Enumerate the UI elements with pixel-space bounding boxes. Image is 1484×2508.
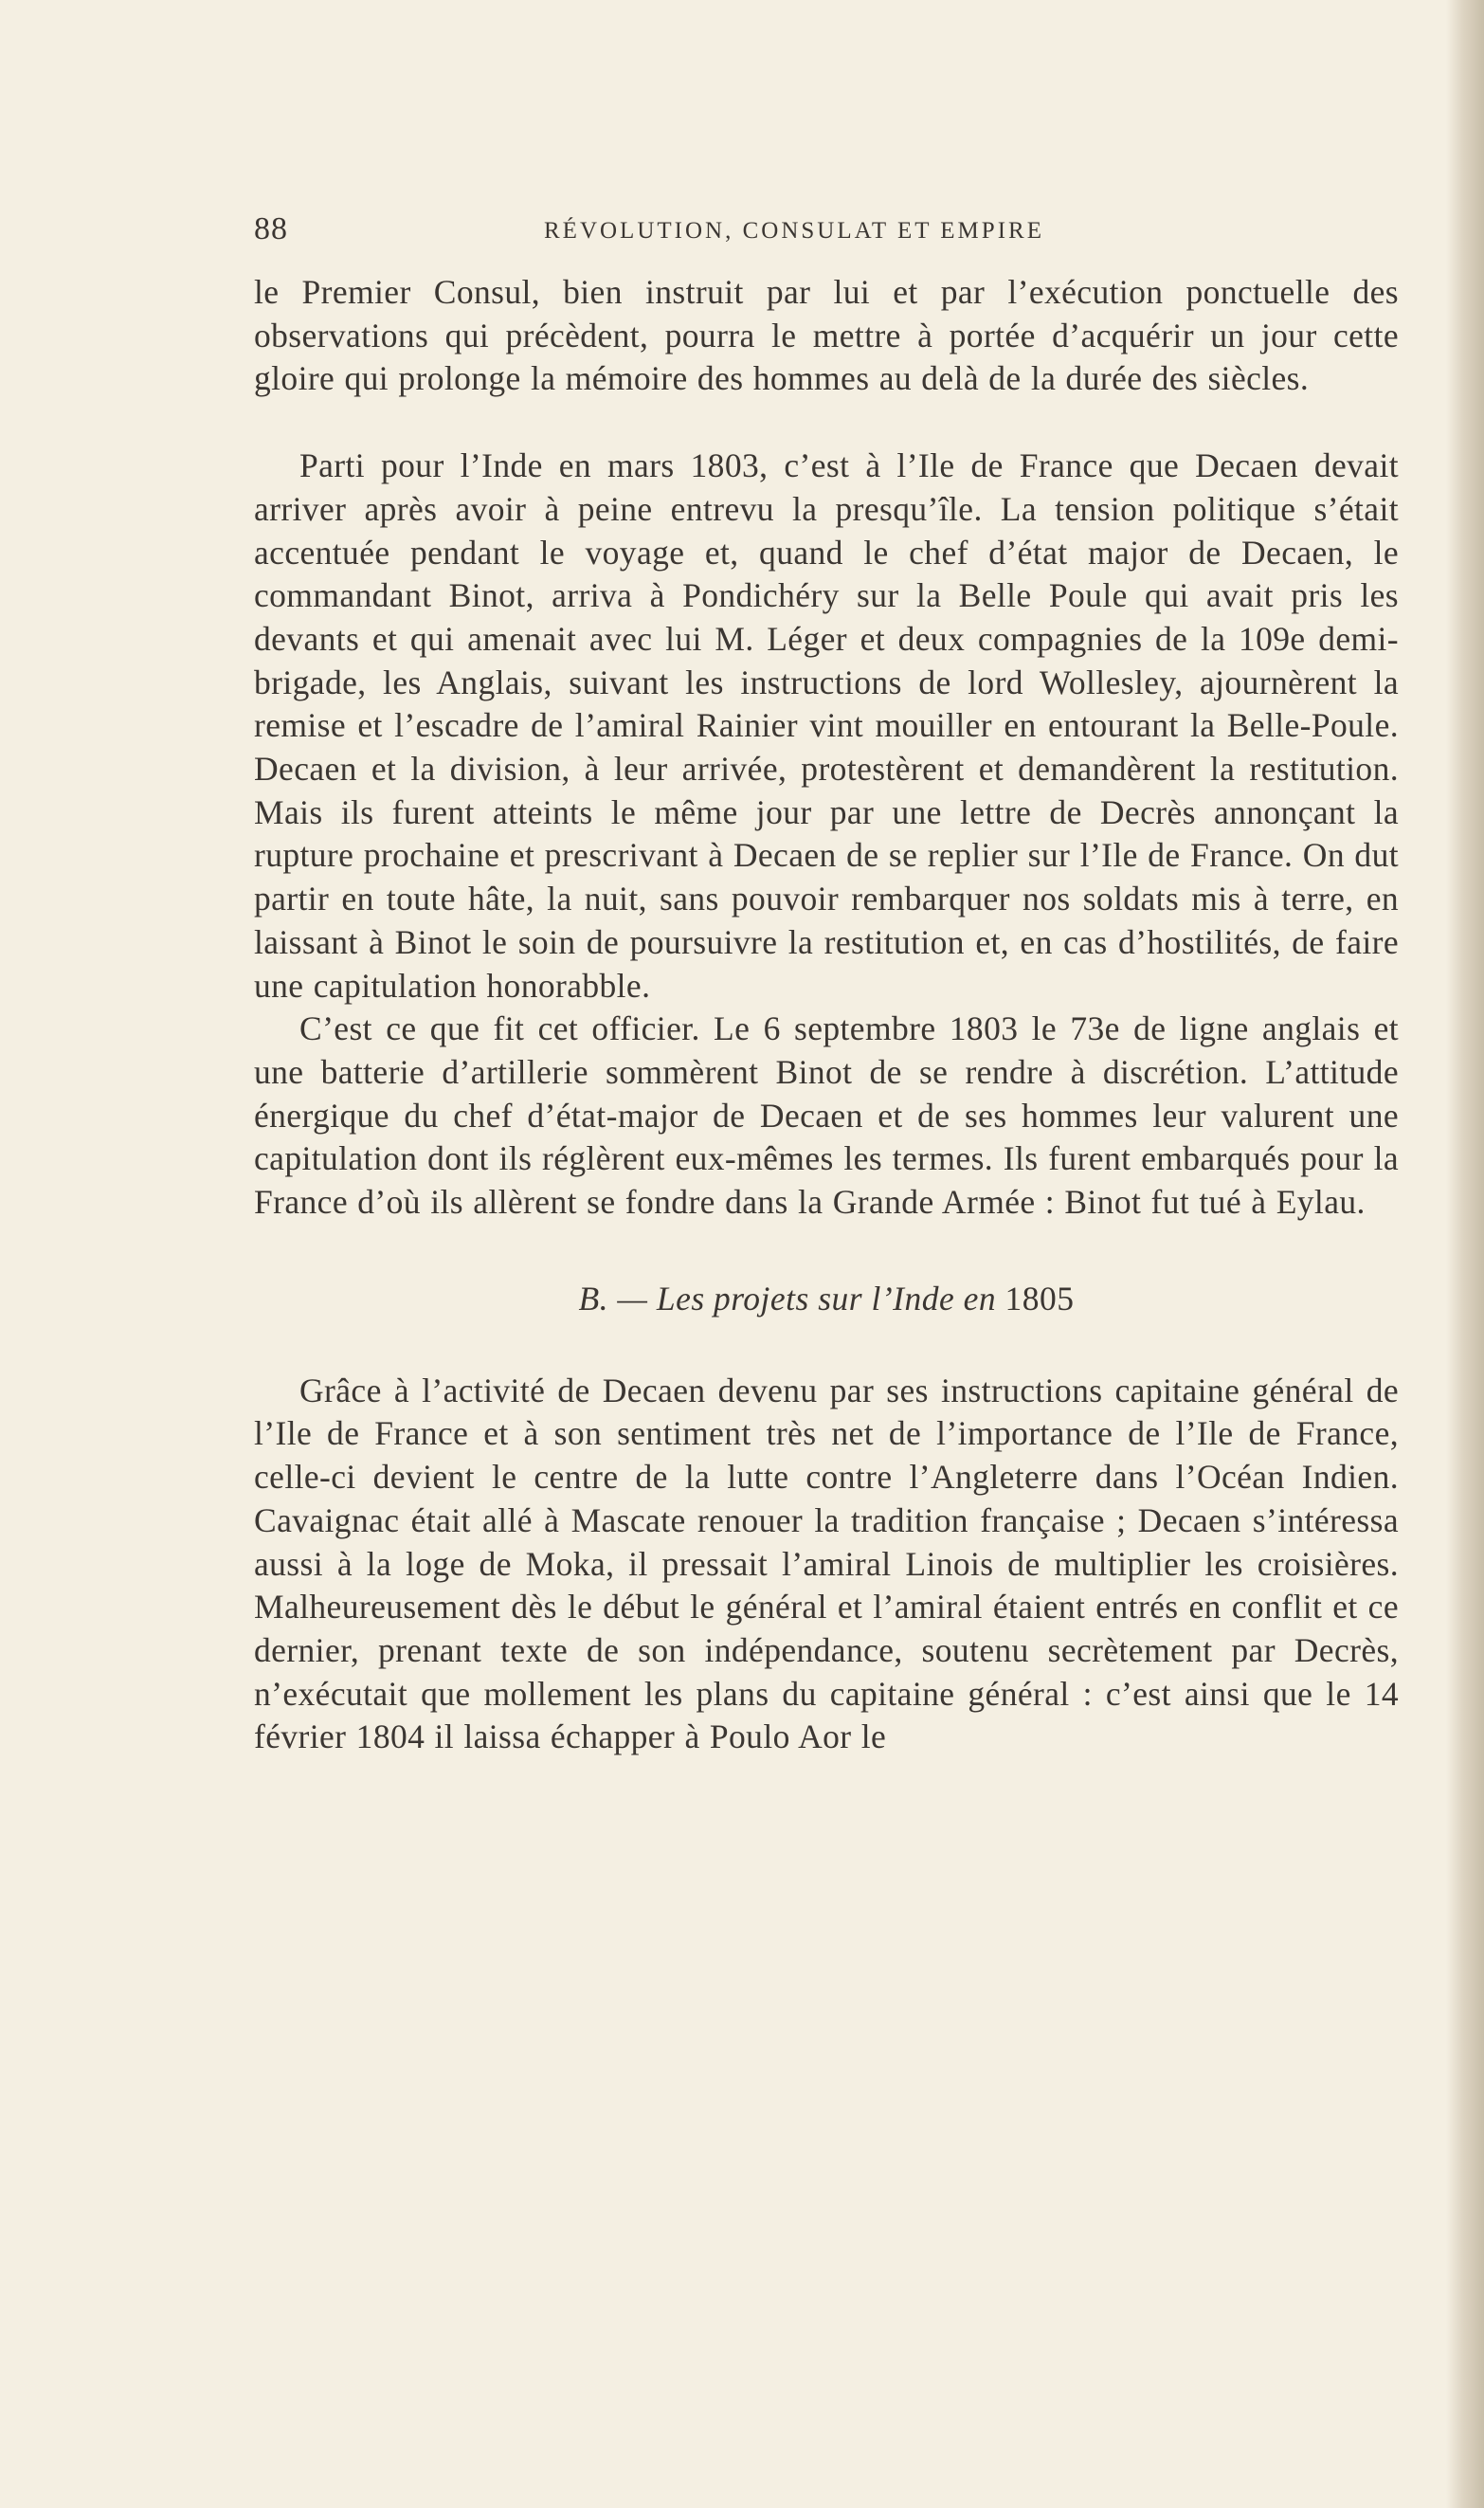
body-text [254, 271, 1399, 1759]
page-edge-shadow [1446, 0, 1484, 2508]
page-number: 88 [254, 211, 288, 246]
paragraph-gap [254, 401, 1399, 445]
running-head [254, 210, 1399, 248]
section-heading [254, 1278, 1399, 1320]
section-heading-year: 1805 [1004, 1279, 1075, 1318]
paragraph-ile-de-france: Grâce à l’activité de Decaen devenu par ses instructions capitaine général de l’Ile de France et à son sentiment très net de l’importance de l’Ile de France, celle-ci devient le centre de la lutte contre l’Angleterre dans l’Océan Indien. Cavaignac était allé à Mascate renouer la tradition française ; Decaen s’intéressa aussi à la loge de Moka, il pressait l’amiral Linois de multiplier les croisières. Malheureusement dès le début le général et l’amiral étaient entrés en conflit et ce dernier, prenant texte de son indépendance, soutenu secrètement par Decrès, n’exécutait que mollement les plans du capitaine général : c’est ainsi que le 14 février 1804 il laissa échapper à Poulo Aor le [254, 1371, 1399, 1756]
running-title: RÉVOLUTION, CONSULAT ET EMPIRE [544, 218, 1044, 244]
paragraph-continuation: le Premier Consul, bien instruit par lui et par l’exécution ponctuelle des observations qui précèdent, pourra le mettre à portée d’acquérir un jour cette gloire qui prolonge la mémoire des hommes au delà de la durée des siècles. [254, 273, 1399, 398]
paragraph-capitulation: C’est ce que fit cet officier. Le 6 septembre 1803 le 73e de ligne anglais et une batterie d’artillerie sommèrent Binot de se rendre à discrétion. L’attitude énergique du chef d’état-major de Decaen et de ses hommes leur valurent une capitulation dont ils réglèrent eux-mêmes les termes. Ils furent embarqués pour la France d’où ils allèrent se fondre dans la Grande Armée : Binot fut tué à Eylau. [254, 1009, 1399, 1222]
book-page [254, 210, 1399, 1759]
paragraph-depart-inde: Parti pour l’Inde en mars 1803, c’est à l’Ile de France que Decaen devait arriver après avoir à peine entrevu la presqu’île. La tension politique s’était accentuée pendant le voyage et, quand le chef d’état major de Decaen, le commandant Binot, arriva à Pondichéry sur la Belle Poule qui avait pris les devants et qui amenait avec lui M. Léger et deux compagnies de la 109e demi-brigade, les Anglais, suivant les instructions de lord Wollesley, ajournèrent la remise et l’escadre de l’amiral Rainier vint mouiller en entourant la Belle-Poule. Decaen et la division, à leur arrivée, protestèrent et demandèrent la restitution. Mais ils furent atteints le même jour par une lettre de Decrès annonçant la rupture prochaine et prescrivant à Decaen de se replier sur l’Ile de France. On dut partir en toute hâte, la nuit, sans pouvoir rembarquer nos soldats mis à terre, en laissant à Binot le soin de poursuivre la restitution et, en cas d’hostilités, de faire une capitulation honorabble. [254, 446, 1399, 1005]
section-heading-label: B. — Les projets sur l’Inde en [578, 1279, 997, 1318]
